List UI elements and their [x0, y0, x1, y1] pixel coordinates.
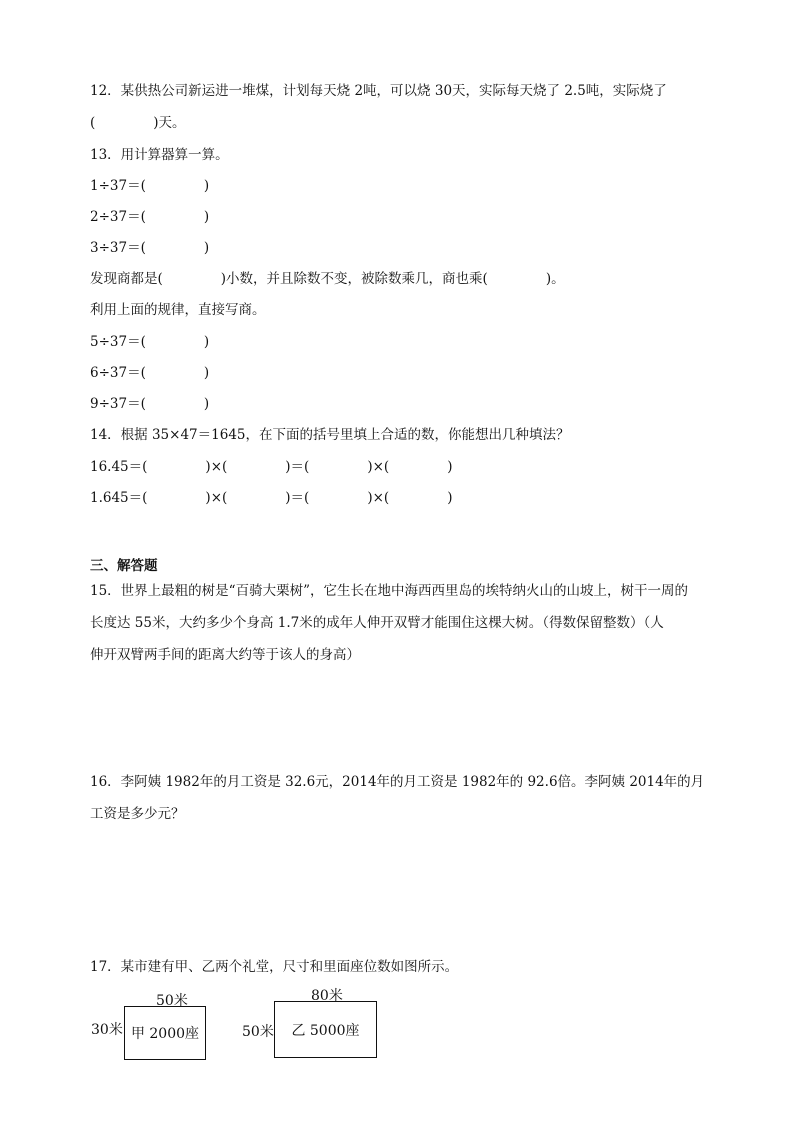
- q13-row-3-expr: 3÷37＝(: [90, 240, 146, 256]
- q13-finding: [90, 269, 565, 289]
- q14-row-1: [90, 457, 452, 477]
- q14-row-2: [90, 488, 452, 508]
- hall-a-label: 甲 2000座: [130, 1026, 200, 1042]
- q13-row-1: [90, 176, 209, 196]
- q16-line2: 工资是多少元？: [90, 806, 185, 822]
- hall-b-rect: [274, 1001, 377, 1058]
- q14-row-2-mul: )×(: [205, 490, 228, 506]
- q17-title: 17．某市建有甲、乙两个礼堂，尺寸和里面座位数如图所示。: [90, 959, 459, 975]
- q13-finding-b: )小数，并且除数不变，被除数乘几，商也乘(: [220, 271, 488, 287]
- q14-row-2-close: ): [447, 490, 453, 506]
- q13-row-2-expr: 2÷37＝(: [90, 209, 146, 225]
- q14-row-1-mul-2: )×(: [367, 459, 390, 475]
- hall-b-label: 乙 5000座: [291, 1022, 360, 1039]
- q13-row-9-close: ): [203, 396, 210, 412]
- q13-use-rule: 利用上面的规律，直接写商。: [90, 302, 266, 318]
- q14-row-2-eq: )＝(: [285, 490, 310, 506]
- hall-a-rect: [124, 1006, 206, 1060]
- hall-b-height-label: 50米: [242, 1024, 274, 1040]
- q13-row-5-close: ): [203, 334, 210, 350]
- q14-row-2-mul-2: )×(: [367, 490, 390, 506]
- q13-row-1-close: ): [203, 178, 210, 194]
- hall-b-width-label: 80米: [311, 988, 343, 1004]
- q14-row-1-expr: 16.45＝(: [90, 459, 148, 475]
- q13-row-5: [90, 332, 209, 352]
- q12-line2: [90, 113, 186, 133]
- hall-a-height-label: 30米: [91, 1022, 123, 1038]
- q13-row-9-expr: 9÷37＝(: [90, 396, 146, 412]
- q13-row-6-expr: 6÷37＝(: [90, 365, 146, 381]
- q13-row-2-close: ): [203, 209, 210, 225]
- q15-line1: 15．世界上最粗的树是“百骑大栗树”，它生长在地中海西西里岛的埃特纳火山的山坡上，树干一周的: [90, 583, 688, 599]
- q14-row-1-eq: )＝(: [285, 459, 310, 475]
- q16-line1: 16．李阿姨 1982年的月工资是 32.6元，2014年的月工资是 1982年的 92.6倍。李阿姨 2014年的月: [90, 774, 705, 790]
- q13-title: 13．用计算器算一算。: [90, 147, 229, 163]
- q12-close: )天。: [153, 115, 186, 131]
- section-3-title: 三、解答题: [90, 558, 158, 574]
- q14-title: 14．根据 35×47＝1645，在下面的括号里填上合适的数，你能想出几种填法？: [90, 427, 570, 443]
- q15-line3: 伸开双臂两手间的距离大约等于该人的身高）: [90, 647, 360, 663]
- q13-row-6-close: ): [203, 365, 210, 381]
- q13-row-5-expr: 5÷37＝(: [90, 334, 146, 350]
- hall-a-width-label: 50米: [156, 993, 188, 1009]
- q13-finding-c: )。: [545, 271, 565, 287]
- q13-finding-a: 发现商都是(: [90, 271, 163, 287]
- q13-row-3-close: ): [203, 240, 210, 256]
- q14-row-1-mul: )×(: [205, 459, 228, 475]
- q13-row-6: [90, 363, 209, 383]
- q15-line2: 长度达 55米，大约多少个身高 1.7米的成年人伸开双臂才能围住这棵大树。（得数保留整数）（人: [90, 615, 664, 631]
- q13-row-3: [90, 238, 209, 258]
- q13-row-9: [90, 394, 209, 414]
- q13-row-2: [90, 207, 209, 227]
- q12-line1: 12．某供热公司新运进一堆煤，计划每天烧 2吨，可以烧 30天，实际每天烧了 2.5吨，实际烧了: [90, 83, 667, 99]
- q14-row-2-expr: 1.645＝(: [90, 490, 148, 506]
- q13-row-1-expr: 1÷37＝(: [90, 178, 146, 194]
- q14-row-1-close: ): [447, 459, 453, 475]
- q12-open: (: [90, 115, 96, 131]
